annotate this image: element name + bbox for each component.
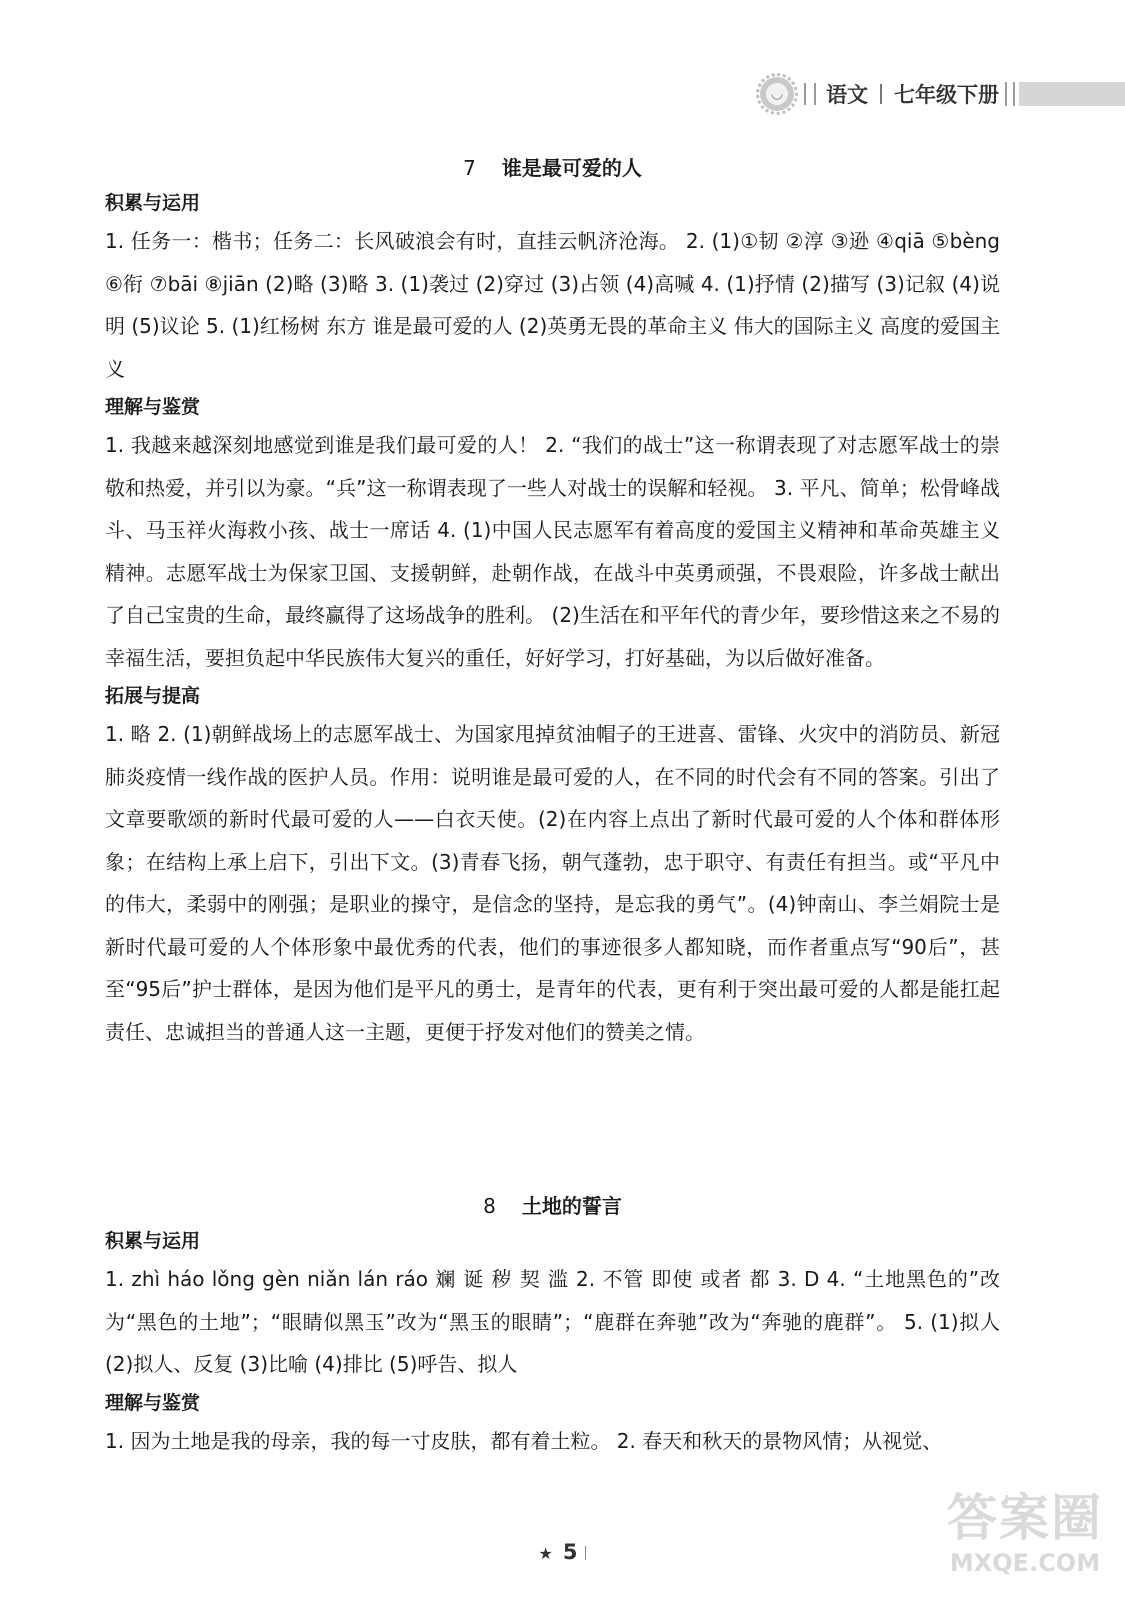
answer-paragraph: 1. 我越来越深刻地感觉到谁是我们最可爱的人！ 2. “我们的战士”这一称谓表现了对志愿军战士的崇敬和热爱，并引以为豪。“兵”这一称谓表现了一些人对战士的误解和轻视。 3. 平凡、简单；松骨峰战斗、马玉祥火海救小孩、战士一席话 4. (1)中国人民志愿军有着高度的爱国主义精神和革命英雄主义精神。志愿军战士为保家卫国、支援朝鲜，赴朝作战，在战斗中英勇顽强，不畏艰险，许多战士献出了自己宝贵的生命，最终赢得了这场战争的胜利。 (2)生活在和平年代的青少年，要珍惜这来之不易的幸福生活，要担负起中华民族伟大复兴的重任，好好学习，打好基础，为以后做好准备。 bbox=[105, 433, 1000, 670]
answer-paragraph: 1. 略 2. (1)朝鲜战场上的志愿军战士、为国家甩掉贫油帽子的王进喜、雷锋、火灾中的消防员、新冠肺炎疫情一线作战的医护人员。作用：说明谁是最可爱的人，在不同的时代会有不同的答案。引出了文章要歌颂的新时代最可爱的人——白衣天使。(2)在内容上点出了新时代最可爱的人个体和群体形象；在结构上承上启下，引出下文。(3)青春飞扬，朝气蓬勃，忠于职守、有责任有担当。或“平凡中的伟大，柔弱中的刚强；是职业的操守，是信念的坚持，是忘我的勇气”。(4)钟南山、李兰娟院士是新时代最可爱的人个体形象中最优秀的代表，他们的事迹很多人都知晓，而作者重点写“90后”，甚至“95后”护士群体，是因为他们是平凡的勇士，是青年的代表，更有利于突出最可爱的人都是能扛起责任、忠诚担当的普通人这一主题，更便于抒发对他们的赞美之情。 bbox=[105, 722, 1000, 1044]
section-heading: 拓展与提高 bbox=[105, 685, 201, 707]
section-heading: 积累与运用 bbox=[105, 192, 201, 214]
lesson-number: 8 bbox=[483, 1194, 496, 1218]
answer-paragraph: 1. 因为土地是我的母亲，我的每一寸皮肤，都有着土粒。 2. 春天和秋天的景物风情；从视觉、 bbox=[105, 1428, 943, 1453]
sun-logo-icon: ◡ bbox=[760, 77, 794, 111]
lesson-8 bbox=[105, 1188, 1000, 1462]
header-divider bbox=[804, 83, 816, 105]
section-heading: 积累与运用 bbox=[105, 1230, 201, 1252]
header-separator bbox=[880, 84, 882, 104]
watermark-logo bbox=[935, 1488, 1115, 1593]
section-heading: 理解与鉴赏 bbox=[105, 1391, 201, 1414]
header-band bbox=[1019, 82, 1125, 106]
star-icon: ★ bbox=[538, 1544, 553, 1563]
lesson-title bbox=[105, 150, 1000, 186]
page-number: 5 bbox=[562, 1540, 578, 1564]
answer-paragraph: 1. zhì háo lǒng gèn niǎn lán ráo 斓 诞 秽 契 滥 2. 不管 即使 或者 都 3. D 4. “土地黑色的”改为“黑色的土地”；“眼睛似黑玉”改为“黑玉的眼睛”；“鹿群在奔驰”改为“奔驰的鹿群”。 5. (1)拟人 (2)拟人、反复 (3)比喻 (4)排比 (5)呼告、拟人 bbox=[105, 1267, 1000, 1376]
answer-paragraph: 1. 任务一：楷书；任务二：长风破浪会有时，直挂云帆济沧海。 2. (1)①韧 ②淳 ③逊 ④qiā ⑤bèng ⑥衔 ⑦bāi ⑧jiān (2)略 (3)略 3. (1)袭过 (2)穿过 (3)占领 (4)高喊 4. (1)抒情 (2)描写 (3)记叙 (4)说明 (5)议论 5. (1)红杨树 东方 谁是最可爱的人 (2)英勇无畏的革命主义 伟大的国际主义 高度的爱国主义 bbox=[105, 229, 1000, 381]
section-heading: 理解与鉴赏 bbox=[105, 396, 201, 418]
footer-tick bbox=[585, 1546, 586, 1560]
header-divider-end bbox=[1005, 82, 1015, 106]
header-grade: 七年级下册 bbox=[894, 83, 999, 107]
lesson-title-text: 土地的誓言 bbox=[521, 1194, 622, 1218]
lesson-7 bbox=[105, 150, 1000, 1053]
lesson-number: 7 bbox=[463, 156, 476, 180]
lesson-title bbox=[105, 1188, 1000, 1224]
lesson-title-text: 谁是最可爱的人 bbox=[501, 156, 642, 180]
watermark-url: MXQE.COM bbox=[949, 1549, 1101, 1577]
watermark-text: 答案圈 bbox=[947, 1489, 1103, 1547]
page-header bbox=[760, 76, 1125, 112]
header-subject: 语文 bbox=[826, 83, 868, 107]
